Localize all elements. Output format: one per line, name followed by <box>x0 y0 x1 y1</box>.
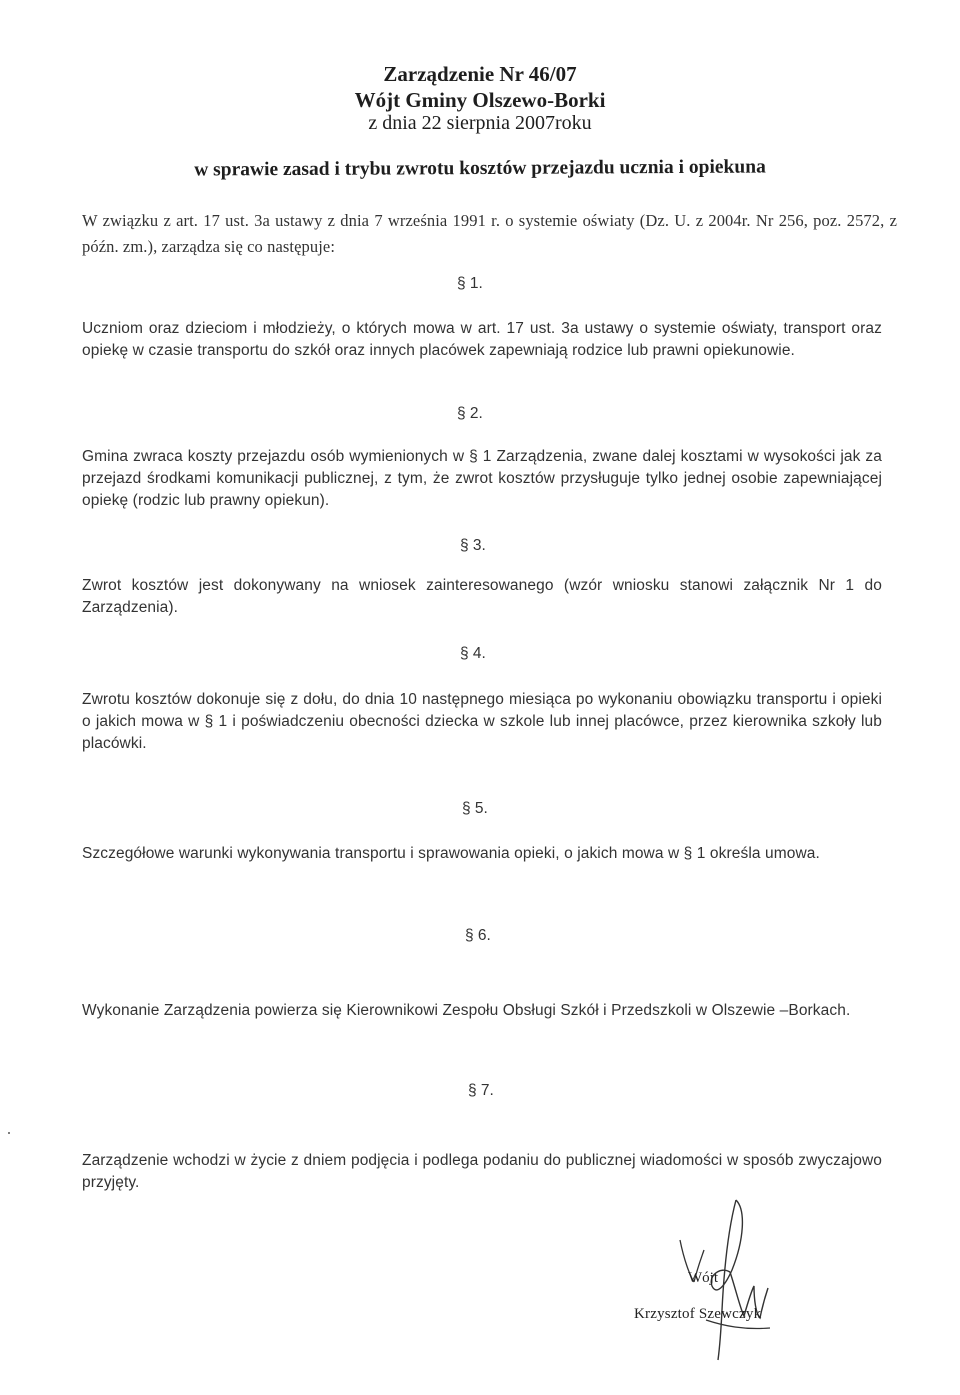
section-1-text: Uczniom oraz dzieciom i młodzieży, o których mowa w art. 17 ust. 3a ustawy o systemie oświaty, transport oraz opiekę w czasie transportu do szkół oraz innych placówek zapewniają rodzice lub prawni opiekunowie. <box>82 320 882 359</box>
section-7-mark: § 7. <box>468 1082 494 1099</box>
section-7-text: Zarządzenie wchodzi w życie z dniem podjęcia i podlega podaniu do publicznej wiadomości w sposób zwyczajowo przyjęty. <box>82 1152 882 1191</box>
section-6-mark: § 6. <box>465 927 491 944</box>
section-4-text: Zwrotu kosztów dokonuje się z dołu, do dnia 10 następnego miesiąca po wykonaniu obowiązku transportu i opieki o jakich mowa w § 1 i poświadczeniu obecności dziecka w szkole lub innej placówce, przez kierownika szkoły lub placówki. <box>82 691 882 752</box>
intro-paragraph: W związku z art. 17 ust. 3a ustawy z dnia 7 września 1991 r. o systemie oświaty (Dz. U. z 2004r. Nr 256, poz. 2572, z późn. zm.), zarządza się co następuje: <box>82 211 897 256</box>
section-1-mark: § 1. <box>457 275 483 292</box>
document-subject: w sprawie zasad i trybu zwrotu kosztów przejazdu ucznia i opiekuna <box>194 156 766 181</box>
section-4-mark: § 4. <box>460 645 486 662</box>
section-3-mark: § 3. <box>460 537 486 554</box>
document-date: z dnia 22 sierpnia 2007roku <box>368 112 592 134</box>
handwritten-signature <box>620 1190 820 1370</box>
section-5-text: Szczegółowe warunki wykonywania transportu i sprawowania opieki, o jakich mowa w § 1 określa umowa. <box>82 845 820 862</box>
section-2-text: Gmina zwraca koszty przejazdu osób wymienionych w § 1 Zarządzenia, zwane dalej kosztami w wysokości jak za przejazd środkami komunikacji publicznej, z tym, że zwrot kosztów przysługuje tylko jednej osobie zapewniającej opiekę (rodzic lub prawny opiekun). <box>82 448 882 509</box>
section-5-mark: § 5. <box>462 800 488 817</box>
document-title: Zarządzenie Nr 46/07 <box>383 62 577 86</box>
scan-speck <box>8 1132 10 1134</box>
section-3-text: Zwrot kosztów jest dokonywany na wniosek zainteresowanego (wzór wniosku stanowi załącznik Nr 1 do Zarządzenia). <box>82 577 882 616</box>
signature-block <box>620 1190 820 1370</box>
section-2-mark: § 2. <box>457 405 483 422</box>
section-6-text: Wykonanie Zarządzenia powierza się Kierownikowi Zespołu Obsługi Szkół i Przedszkoli w Olszewie –Borkach. <box>82 1002 851 1019</box>
signatory-name: Krzysztof Szewczyk <box>634 1306 762 1322</box>
document-author: Wójt Gminy Olszewo-Borki <box>354 88 606 112</box>
signatory-role: Wójt <box>688 1270 718 1286</box>
